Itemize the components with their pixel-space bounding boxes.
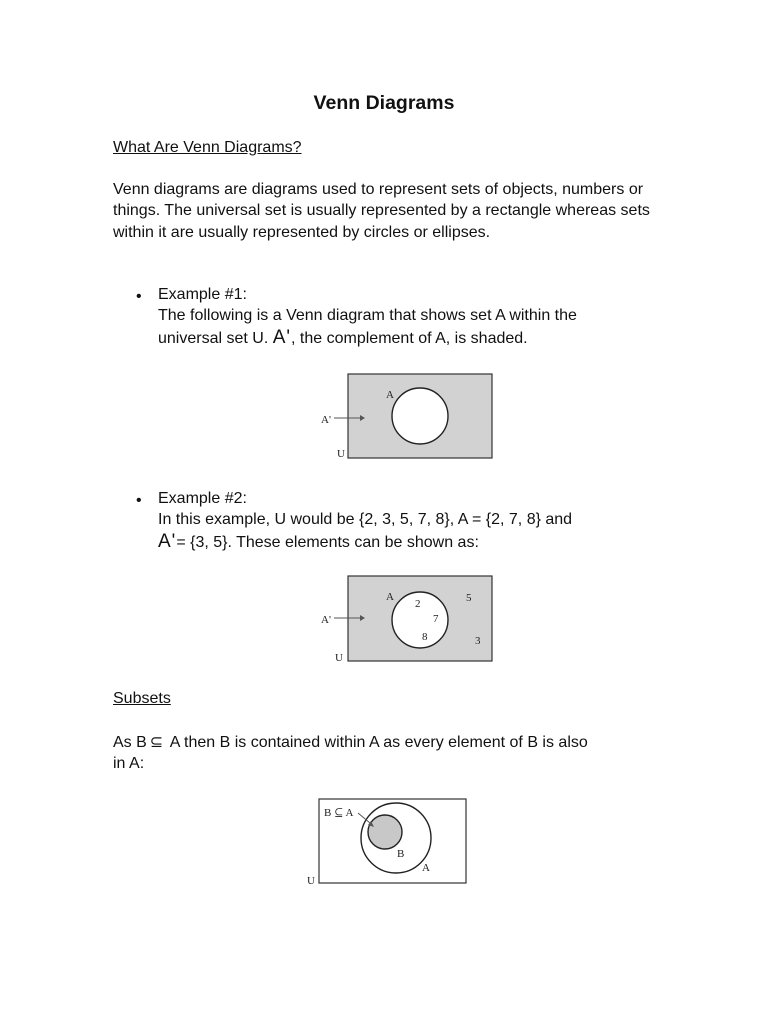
complement-symbol: A' [158,530,177,552]
complement-label: A' [321,414,331,426]
section-heading-what-are-venn-diagrams: What Are Venn Diagrams? [113,139,302,156]
set-a-label: A [386,389,394,401]
element-2: 2 [415,598,421,610]
set-a-label: A [386,591,394,603]
subsets-text-post: A then B is contained within A as every element of B is also [166,734,588,751]
element-5: 5 [466,592,472,604]
element-8: 8 [422,631,428,643]
subsets-paragraph [113,732,658,775]
universe-label: U [337,448,345,460]
complement-label: A' [321,614,331,626]
element-7: 7 [433,613,439,625]
bullet-marker: • [136,492,142,509]
venn-diagram-subset [300,795,480,890]
subsets-text-pre: As B [113,734,147,751]
example1-line1: The following is a Venn diagram that shows set A within the [158,307,577,325]
venn-diagram-complement [310,365,500,465]
subset-symbol: ⊆ [149,734,164,751]
intro-paragraph: Venn diagrams are diagrams used to represent sets of objects, numbers or things. The universal set is usually represented by a rectangle whereas sets within it are usually represented by circles or ellipses. [113,181,650,241]
example2-text [158,488,658,553]
set-b-label: B [397,848,405,860]
set-b-circle [368,815,402,849]
example1-line2-post: , the complement of A, is shaded. [291,329,528,347]
section-heading-subsets: Subsets [113,690,171,707]
universe-label: U [307,875,315,887]
example2-line2-post: = {3, 5}. These elements can be shown as: [176,533,479,551]
example1-label: Example #1: [158,286,247,303]
page-title: Venn Diagrams [313,92,455,114]
subsets-text-line2: in A: [113,755,145,773]
set-a-circle [392,388,448,444]
bullet-marker: • [136,288,142,305]
element-3: 3 [475,635,481,647]
complement-symbol: A' [272,326,292,348]
universe-label: U [335,652,343,664]
venn-diagram-elements [310,570,500,670]
set-a-label: A [422,862,430,874]
example2-line1: In this example, U would be {2, 3, 5, 7, 8}, A = {2, 7, 8} and [158,511,573,529]
example1-text [158,284,658,349]
example2-label: Example #2: [158,490,247,507]
example1-line2-pre: universal set U. [158,329,269,347]
relation-label: B ⊆ A [324,807,354,819]
